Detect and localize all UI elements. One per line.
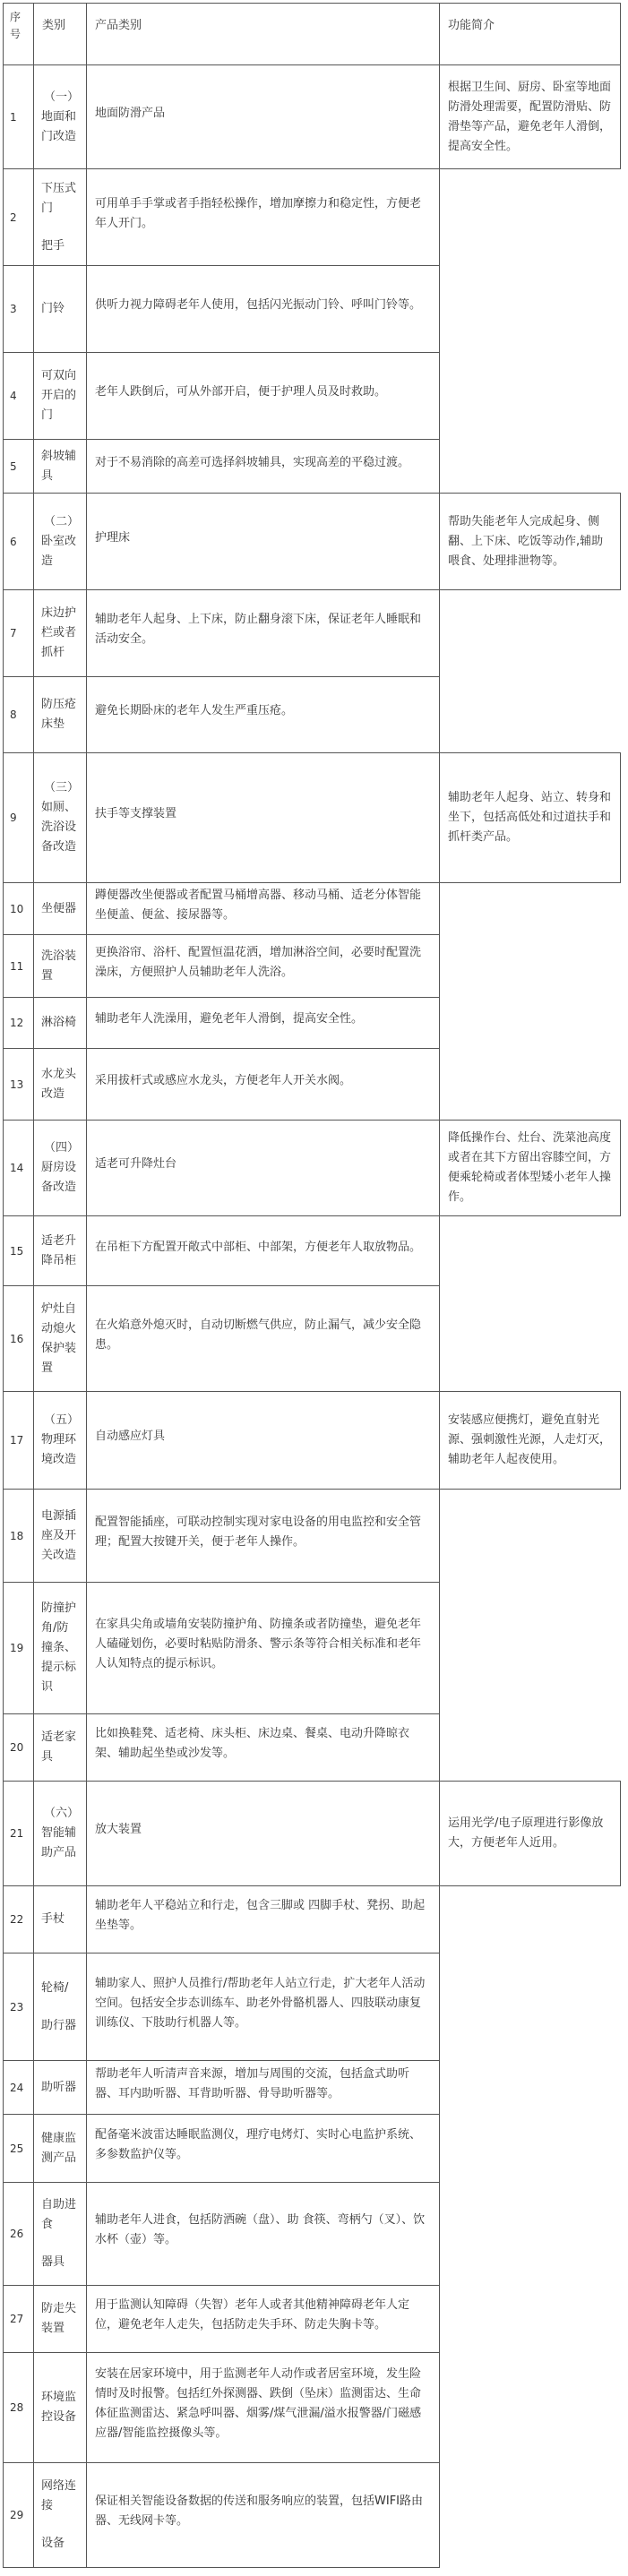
category-line: 床垫 bbox=[41, 717, 65, 731]
row-category bbox=[33, 1391, 87, 1490]
category-line: 抓杆 bbox=[41, 646, 65, 659]
row-category bbox=[33, 2060, 87, 2115]
category-line: 提示标 bbox=[41, 1661, 77, 1674]
header-product bbox=[86, 3, 440, 65]
row-index: 8 bbox=[3, 676, 34, 753]
product-text: 蹲便器改坐便器或者配置马桶增高器、移动马桶、适老分体智能坐便盖、便盆、接尿器等。 bbox=[95, 888, 422, 922]
row-function bbox=[439, 493, 621, 590]
category-line: 洗浴装 bbox=[41, 949, 77, 963]
category-line: 防压疮 bbox=[41, 698, 77, 711]
row-category bbox=[33, 882, 87, 935]
row-product bbox=[86, 1391, 440, 1490]
category-line: 适老升 bbox=[41, 1233, 77, 1248]
category-line: 手杖 bbox=[41, 1912, 65, 1926]
function-text: 帮助失能老年人完成起身、侧翻、上下床、吃饭等动作,辅助喂食、处理排泄物等。 bbox=[448, 514, 604, 568]
category-line: 坐便器 bbox=[41, 901, 77, 915]
category-line: 座及开 bbox=[41, 1528, 77, 1542]
category-line: 炉灶自 bbox=[41, 1301, 77, 1316]
product-text: 更换浴帘、浴杆、配置恒温花洒，增加淋浴空间，必要时配置洗澡床，方便照护人员辅助老年人洗浴。 bbox=[95, 945, 422, 979]
category-line: 具 bbox=[41, 468, 54, 483]
category-line: 卧室改 bbox=[41, 534, 77, 548]
category-line: 器具 bbox=[41, 2255, 65, 2269]
row-category bbox=[33, 2182, 87, 2286]
row-index: 2 bbox=[3, 168, 34, 266]
category-line: 识 bbox=[41, 1680, 54, 1694]
row-product bbox=[86, 752, 440, 883]
product-text: 在家具尖角或墙角安装防撞护角、防撞条或者防撞垫，避免老年人磕碰划伤，必要时粘贴防滑条、警示条等符合相关标准和老年人认知特点的提示标识。 bbox=[95, 1618, 422, 1670]
product-text: 辅助老年人洗澡用，避免老年人滑倒，提高安全性。 bbox=[95, 1012, 364, 1026]
row-product bbox=[86, 352, 440, 440]
row-product bbox=[86, 265, 440, 353]
category-line: 备改造 bbox=[41, 840, 77, 854]
header-category bbox=[33, 3, 87, 65]
row-product bbox=[86, 1713, 440, 1782]
category-line: （五） bbox=[44, 1413, 80, 1427]
row-category bbox=[33, 1215, 87, 1286]
row-product bbox=[86, 1781, 440, 1886]
row-index: 16 bbox=[3, 1285, 34, 1392]
header-product-label: 产品类别 bbox=[95, 19, 142, 32]
category-line: 测产品 bbox=[41, 2151, 77, 2165]
row-category bbox=[33, 1120, 87, 1216]
category-line: 助产品 bbox=[41, 1846, 77, 1859]
category-line: 助行器 bbox=[41, 2018, 77, 2032]
product-text: 扶手等支撑装置 bbox=[95, 807, 177, 820]
category-line: 厨房设 bbox=[41, 1161, 77, 1174]
row-index: 22 bbox=[3, 1885, 34, 1953]
product-text: 护理床 bbox=[95, 530, 131, 545]
row-category bbox=[33, 934, 87, 998]
row-index: 5 bbox=[3, 439, 34, 494]
row-category bbox=[33, 2352, 87, 2463]
row-category bbox=[33, 589, 87, 677]
product-text: 配备毫米波雷达睡眠监测仪，理疗电烤灯、实时心电监护系统、多参数监护仪等。 bbox=[95, 2127, 422, 2161]
row-category bbox=[33, 752, 87, 883]
category-line: 健康监 bbox=[41, 2131, 77, 2145]
row-index: 24 bbox=[3, 2060, 34, 2115]
row-product bbox=[86, 1048, 440, 1121]
row-category bbox=[33, 676, 87, 753]
row-product bbox=[86, 439, 440, 494]
product-text: 配置智能插座，可联动控制实现对家电设备的用电监控和安全管理；配置大按键开关，便于老年人操作。 bbox=[95, 1515, 422, 1549]
category-line: 智能辅 bbox=[41, 1826, 77, 1840]
row-product bbox=[86, 676, 440, 753]
row-product bbox=[86, 493, 440, 590]
row-product bbox=[86, 168, 440, 266]
category-line: 斜坡辅 bbox=[41, 449, 77, 463]
category-line: 角/防 bbox=[41, 1621, 69, 1635]
row-category bbox=[33, 2285, 87, 2353]
product-text: 辅助老年人进食，包括防洒碗（盘）、助 食筷、弯柄勺（叉）、饮水杯（壶）等。 bbox=[95, 2213, 426, 2246]
row-index: 11 bbox=[3, 934, 34, 998]
category-line: 置 bbox=[41, 968, 54, 983]
product-text: 用于监测认知障碍（失智）老年人或者其他精神障碍老年人定位，避免老年人走失，包括防走失手环、防走失胸卡等。 bbox=[95, 2298, 410, 2331]
row-index: 17 bbox=[3, 1391, 34, 1490]
category-line: 动熄火 bbox=[41, 1321, 77, 1335]
row-category bbox=[33, 2462, 87, 2568]
category-line: 门 bbox=[41, 408, 54, 422]
category-line: 装置 bbox=[41, 2322, 65, 2335]
category-line: 防走失 bbox=[41, 2302, 77, 2315]
header-index-label: 序号 bbox=[10, 11, 22, 40]
row-index: 9 bbox=[3, 752, 34, 883]
row-product bbox=[86, 2114, 440, 2183]
row-index: 28 bbox=[3, 2352, 34, 2463]
product-text: 比如换鞋凳、适老椅、床头柜、床边桌、餐桌、电动升降晾衣架、辅助起坐垫或沙发等。 bbox=[95, 1727, 410, 1760]
row-product bbox=[86, 1953, 440, 2061]
row-product bbox=[86, 1215, 440, 1286]
category-line: （四） bbox=[44, 1141, 80, 1155]
row-index: 26 bbox=[3, 2182, 34, 2286]
row-category bbox=[33, 1781, 87, 1886]
category-line: （一） bbox=[44, 90, 80, 104]
product-text: 在火焰意外熄灭时，自动切断燃气供应，防止漏气，减少安全隐患。 bbox=[95, 1318, 422, 1352]
product-text: 对于不易消除的高差可选择斜坡辅具，实现高差的平稳过渡。 bbox=[95, 455, 410, 469]
product-text: 安装在居家环境中，用于监测老年人动作或者居室环境，发生险情时及时报警。包括红外探测器、跌倒（坠床）监测雷达、生命体征监测雷达、紧急呼叫器、烟雾/煤气泄漏/溢水报警器/门磁感应器/智能监控摄像头等。 bbox=[95, 2367, 422, 2440]
category-line: 改造 bbox=[41, 1086, 65, 1101]
row-category bbox=[33, 997, 87, 1049]
category-line: 适老家 bbox=[41, 1730, 77, 1744]
category-line: 关改造 bbox=[41, 1548, 77, 1562]
row-index: 7 bbox=[3, 589, 34, 677]
category-line: 洗浴设 bbox=[41, 820, 77, 834]
category-line: 网络连 bbox=[41, 2479, 77, 2493]
row-index: 1 bbox=[3, 64, 34, 169]
category-line: 自助进 bbox=[41, 2198, 77, 2211]
category-line: 淋浴椅 bbox=[41, 1016, 77, 1029]
product-text: 适老可升降灶台 bbox=[95, 1157, 177, 1171]
function-text: 降低操作台、灶台、洗菜池高度或者在其下方留出容膝空间，方便乘轮椅或者体型矮小老年人操作。 bbox=[448, 1131, 612, 1204]
category-line: 食 bbox=[41, 2218, 54, 2231]
row-index: 4 bbox=[3, 352, 34, 440]
category-line: 具 bbox=[41, 1750, 54, 1764]
category-line: 降吊柜 bbox=[41, 1253, 77, 1267]
category-line: 防撞护 bbox=[41, 1601, 77, 1615]
category-line: 如厕、 bbox=[41, 801, 77, 814]
category-line: 门改造 bbox=[41, 129, 77, 143]
row-product bbox=[86, 997, 440, 1049]
row-index: 14 bbox=[3, 1120, 34, 1216]
row-function bbox=[439, 64, 621, 169]
row-category bbox=[33, 1285, 87, 1392]
category-line: 环境监 bbox=[41, 2391, 77, 2404]
category-line: 控设备 bbox=[41, 2410, 77, 2424]
product-text: 可用单手手掌或者手指轻松操作，增加摩擦力和稳定性，方便老年人开门。 bbox=[95, 196, 422, 230]
header-function bbox=[439, 3, 621, 65]
row-function bbox=[439, 1391, 621, 1490]
row-index: 21 bbox=[3, 1781, 34, 1886]
category-line: 门 bbox=[41, 201, 54, 215]
row-index: 27 bbox=[3, 2285, 34, 2353]
row-product bbox=[86, 589, 440, 677]
row-index: 13 bbox=[3, 1048, 34, 1121]
row-product bbox=[86, 882, 440, 935]
row-index: 12 bbox=[3, 997, 34, 1049]
row-category bbox=[33, 493, 87, 590]
product-text: 在吊柜下方配置开敞式中部柜、中部架，方便老年人取放物品。 bbox=[95, 1240, 422, 1254]
category-line: 接 bbox=[41, 2499, 54, 2512]
row-category bbox=[33, 168, 87, 266]
category-line: 可双向 bbox=[41, 369, 77, 382]
category-line: 电源插 bbox=[41, 1508, 77, 1523]
header-category-label: 类别 bbox=[42, 19, 66, 32]
row-function bbox=[439, 1120, 621, 1216]
category-line: 门铃 bbox=[41, 302, 65, 315]
product-text: 老年人跌倒后，可从外部开启，便于护理人员及时救助。 bbox=[95, 385, 387, 399]
product-text: 地面防滑产品 bbox=[95, 106, 166, 120]
category-line: 备改造 bbox=[41, 1181, 77, 1194]
row-index: 18 bbox=[3, 1489, 34, 1583]
category-line: 助听器 bbox=[41, 2080, 77, 2094]
product-text: 避免长期卧床的老年人发生严重压疮。 bbox=[95, 704, 294, 717]
row-product bbox=[86, 1582, 440, 1714]
category-line: 境改造 bbox=[41, 1453, 77, 1466]
function-text: 运用光学/电子原理进行影像放大，方便老年人近用。 bbox=[448, 1816, 604, 1850]
row-category bbox=[33, 1048, 87, 1121]
row-category bbox=[33, 1489, 87, 1583]
row-index: 6 bbox=[3, 493, 34, 590]
row-index: 23 bbox=[3, 1953, 34, 2061]
row-category bbox=[33, 265, 87, 353]
product-text: 供听力视力障碍老年人使用，包括闪光振动门铃、呼叫门铃等。 bbox=[95, 298, 422, 312]
row-product bbox=[86, 2285, 440, 2353]
category-line: 地面和 bbox=[41, 109, 77, 124]
category-line: 撞条、 bbox=[41, 1641, 77, 1654]
row-index: 19 bbox=[3, 1582, 34, 1714]
row-category bbox=[33, 1713, 87, 1782]
row-product bbox=[86, 64, 440, 169]
product-text: 辅助老年人平稳站立和行走，包含三脚或 四脚手杖、凳拐、助起坐垫等。 bbox=[95, 1899, 426, 1932]
row-product bbox=[86, 2352, 440, 2463]
row-index: 29 bbox=[3, 2462, 34, 2568]
category-line: 保护装 bbox=[41, 1341, 77, 1355]
row-index: 20 bbox=[3, 1713, 34, 1782]
category-line: 物理环 bbox=[41, 1433, 77, 1447]
row-product bbox=[86, 2060, 440, 2115]
product-text: 保证相关智能设备数据的传送和服务响应的装置，包括WIFI路由器、无线网卡等。 bbox=[95, 2494, 423, 2528]
row-product bbox=[86, 1885, 440, 1953]
category-line: 床边护 bbox=[41, 606, 77, 620]
category-line: （三） bbox=[44, 781, 80, 794]
function-text: 根据卫生间、厨房、卧室等地面防滑处理需要，配置防滑贴、防滑垫等产品，避免老年人滑倒，提高安全性。 bbox=[448, 80, 612, 153]
product-text: 辅助家人、照护人员推行/帮助老年人站立行走，扩大老年人活动空间。包括安全步态训练车、助老外骨骼机器人、四肢联动康复训练仪、下肢助行机器人等。 bbox=[95, 1976, 426, 2030]
row-product bbox=[86, 2182, 440, 2286]
row-category bbox=[33, 352, 87, 440]
category-line: 开启的 bbox=[41, 389, 77, 402]
row-category bbox=[33, 64, 87, 169]
row-category bbox=[33, 2114, 87, 2183]
function-text: 安装感应便携灯，避免直射光源、强刺激性光源，人走灯灭，辅助老年人起夜使用。 bbox=[448, 1413, 612, 1466]
category-line: 下压式 bbox=[41, 181, 77, 195]
category-line: （六） bbox=[44, 1807, 80, 1820]
row-category bbox=[33, 1953, 87, 2061]
row-function bbox=[439, 752, 621, 883]
row-index: 15 bbox=[3, 1215, 34, 1286]
row-category bbox=[33, 1885, 87, 1953]
category-line: 置 bbox=[41, 1361, 54, 1375]
header-function-label: 功能简介 bbox=[448, 19, 495, 32]
product-text: 辅助老年人起身、上下床，防止翻身滚下床，保证老年人睡眠和活动安全。 bbox=[95, 613, 422, 646]
row-index: 25 bbox=[3, 2114, 34, 2183]
row-category bbox=[33, 439, 87, 494]
row-product bbox=[86, 1285, 440, 1392]
row-product bbox=[86, 934, 440, 998]
row-product bbox=[86, 1489, 440, 1583]
row-product bbox=[86, 1120, 440, 1216]
category-line: （二） bbox=[44, 514, 80, 528]
row-index: 3 bbox=[3, 265, 34, 353]
category-line: 设备 bbox=[41, 2537, 65, 2550]
row-category bbox=[33, 1582, 87, 1714]
category-line: 轮椅/ bbox=[41, 1980, 69, 1995]
category-line: 造 bbox=[41, 554, 54, 568]
row-product bbox=[86, 2462, 440, 2568]
header-index bbox=[3, 3, 34, 65]
product-text: 帮助老年人听清声音来源，增加与周围的交流，包括盒式助听器、耳内助听器、耳背助听器、骨导助听器等。 bbox=[95, 2066, 410, 2100]
product-text: 放大装置 bbox=[95, 1823, 142, 1836]
row-function bbox=[439, 1781, 621, 1886]
category-line: 栏或者 bbox=[41, 626, 77, 640]
category-line: 把手 bbox=[41, 238, 65, 253]
row-index: 10 bbox=[3, 882, 34, 935]
function-text: 辅助老年人起身、站立、转身和坐下，包括高低处和过道扶手和抓杆类产品。 bbox=[448, 791, 612, 844]
category-line: 水龙头 bbox=[41, 1067, 77, 1081]
product-text: 自动感应灯具 bbox=[95, 1430, 166, 1443]
product-text: 采用拔杆式或感应水龙头，方便老年人开关水阀。 bbox=[95, 1073, 352, 1087]
